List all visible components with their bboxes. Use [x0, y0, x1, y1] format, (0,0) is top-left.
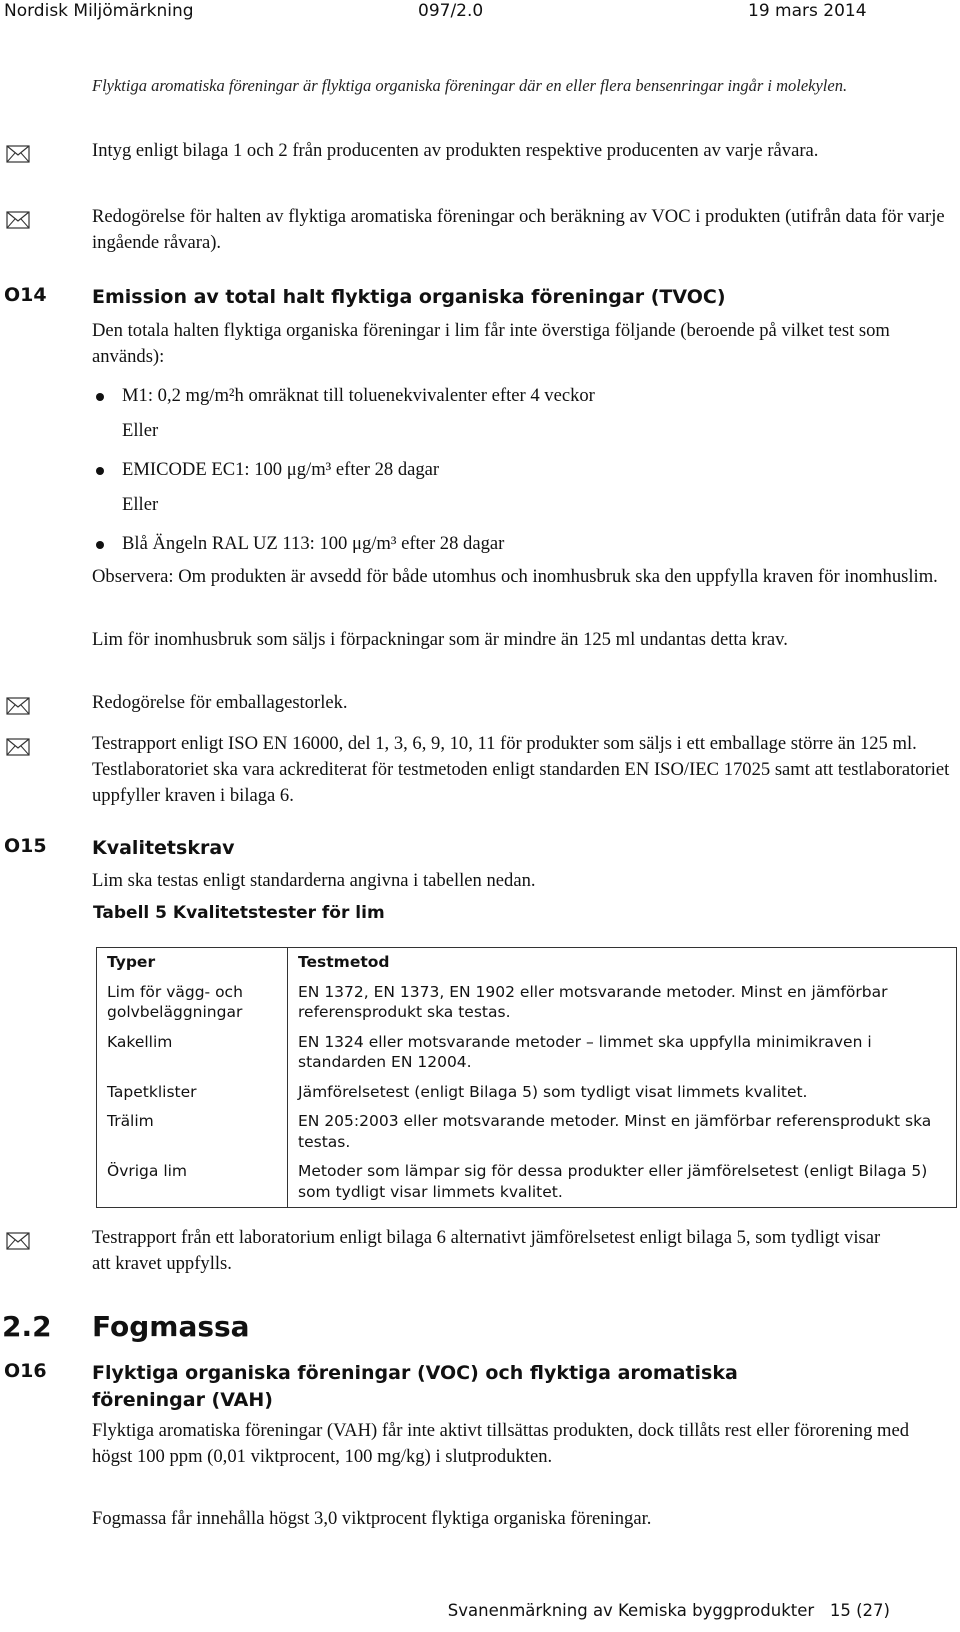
page-header	[0, 0, 960, 24]
bullet-icon	[96, 393, 104, 401]
envelope-icon	[6, 145, 30, 163]
header-date: 19 mars 2014	[748, 1, 867, 21]
section-number: 2.2	[2, 1310, 52, 1343]
table-row	[97, 1028, 957, 1078]
o14-note-exemption: Lim för inomhusbruk som säljs i förpackningar som är mindre än 125 ml undantas detta krav.	[92, 629, 788, 650]
quality-tests-table	[96, 947, 957, 1208]
o14-or-1: Eller	[122, 420, 159, 441]
o16-paragraph-voc: Fogmassa får innehålla högst 3,0 viktprocent flyktiga organiska föreningar.	[92, 1508, 652, 1529]
table-cell-method: Metoder som lämpar sig för dessa produkter eller jämförelsetest (enligt Bilaga 5) som tydligt visar limmets kvalitet.	[288, 1157, 957, 1208]
table-cell-type: Trälim	[97, 1107, 288, 1157]
table-cell-type: Övriga lim	[97, 1157, 288, 1208]
o14-intro: Den totala halten flyktiga organiska föreningar i lim får inte överstiga följande (beroende på vilket test som används):	[92, 320, 890, 367]
requirement-title-o16: Flyktiga organiska föreningar (VOC) och flyktiga aromatiska föreningar (VAH)	[92, 1362, 738, 1411]
table-row	[97, 1157, 957, 1208]
intro-definition: Flyktiga aromatiska föreningar är flyktiga organiska föreningar där en eller flera bensenringar ingår i molekylen.	[92, 76, 848, 95]
documentation-certificate: Intyg enligt bilaga 1 och 2 från producenten av produkten respektive producenten av varje råvara.	[92, 140, 819, 161]
requirement-code-o15: O15	[4, 835, 47, 857]
table-cell-type: Tapetklister	[97, 1078, 288, 1108]
table-caption: Tabell 5 Kvalitetstester för lim	[93, 903, 385, 923]
table-row	[97, 978, 957, 1028]
o15-intro: Lim ska testas enligt standarderna angivna i tabellen nedan.	[92, 870, 536, 891]
page-footer: Svanenmärkning av Kemiska byggprodukter 15 (27)	[447, 1601, 890, 1620]
o14-documentation-test-report: Testrapport enligt ISO EN 16000, del 1, 3, 6, 9, 10, 11 för produkter som säljs i ett emballage större än 125 ml. Testlaboratoriet ska vara ackrediterat för testmetoden enligt standarden EN ISO/IEC 17025 samt att testlaboratoriet uppfyller kraven i bilaga 6.	[92, 733, 950, 806]
documentation-voc-account: Redogörelse för halten av flyktiga aromatiska föreningar och beräkning av VOC i produkten (utifrån data för varje ingående råvara).	[92, 206, 945, 253]
table-row	[97, 1078, 957, 1108]
o14-bullet-m1: M1: 0,2 mg/m²h omräknat till toluenekvivalenter efter 4 veckor	[122, 385, 595, 406]
o16-paragraph-vah: Flyktiga aromatiska föreningar (VAH) får inte aktivt tillsättas produkten, dock tillåts rest eller förorening med högst 100 ppm (0,01 viktprocent, 100 mg/kg) i slutprodukten.	[92, 1420, 910, 1467]
table-cell-type: Lim för vägg- och golvbeläggningar	[97, 978, 288, 1028]
table-cell-method: EN 1372, EN 1373, EN 1902 eller motsvarande metoder. Minst en jämförbar referensprodukt ska testas.	[288, 978, 957, 1028]
o14-bullet-emicode: EMICODE EC1: 100 μg/m³ efter 28 dagar	[122, 459, 440, 480]
table-header-method: Testmetod	[288, 948, 957, 978]
header-doc-number: 097/2.0	[418, 1, 484, 21]
o14-or-2: Eller	[122, 494, 159, 515]
bullet-icon	[96, 541, 104, 549]
requirement-title-o15: Kvalitetskrav	[92, 837, 235, 859]
o14-bullet-blue-angel: Blå Ängeln RAL UZ 113: 100 μg/m³ efter 28 dagar	[122, 533, 505, 554]
requirement-title-o14: Emission av total halt flyktiga organiska föreningar (TVOC)	[92, 286, 726, 308]
section-title: Fogmassa	[92, 1310, 250, 1343]
table-header-types: Typer	[97, 948, 288, 978]
header-org: Nordisk Miljömärkning	[4, 1, 194, 21]
o15-documentation-test-report: Testrapport från ett laboratorium enligt bilaga 6 alternativt jämförelsetest enligt bilaga 5, som tydligt visar att kravet uppfylls.	[92, 1227, 881, 1274]
table-header-row	[97, 948, 957, 978]
table-cell-method: EN 205:2003 eller motsvarande metoder. Minst en jämförbar referensprodukt ska testas.	[288, 1107, 957, 1157]
envelope-icon	[6, 697, 30, 715]
table-cell-method: Jämförelsetest (enligt Bilaga 5) som tydligt visat limmets kvalitet.	[288, 1078, 957, 1108]
requirement-code-o14: O14	[4, 284, 47, 306]
table-cell-type: Kakellim	[97, 1028, 288, 1078]
o14-documentation-packaging: Redogörelse för emballagestorlek.	[92, 692, 348, 713]
envelope-icon	[6, 1232, 30, 1250]
envelope-icon	[6, 211, 30, 229]
table-row	[97, 1107, 957, 1157]
bullet-icon	[96, 467, 104, 475]
table-cell-method: EN 1324 eller motsvarande metoder – limmet ska uppfylla minimikraven i standarden EN 12004.	[288, 1028, 957, 1078]
envelope-icon	[6, 738, 30, 756]
requirement-code-o16: O16	[4, 1360, 47, 1382]
o14-note-outdoor: Observera: Om produkten är avsedd för både utomhus och inomhusbruk ska den uppfylla kraven för inomhuslim.	[92, 566, 938, 587]
